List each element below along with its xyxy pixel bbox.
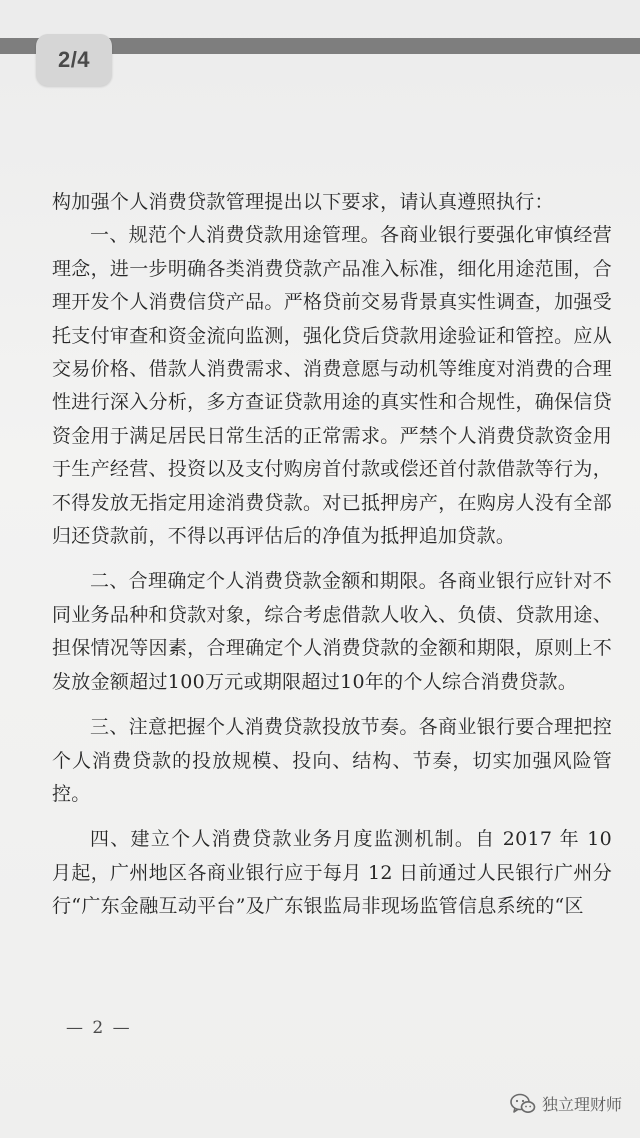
paragraph-section-2: 二、合理确定个人消费贷款金额和期限。各商业银行应针对不同业务品种和贷款对象，综合考虑借款人收入、负债、贷款用途、担保情况等因素，合理确定个人消费贷款的金额和期限，原则上不发放金额超过100万元或期限超过10年的个人综合消费贷款。 — [52, 570, 612, 693]
document-body — [52, 186, 612, 936]
page-indicator: 2/4 — [36, 34, 112, 86]
page-number: — 2 — — [66, 1018, 132, 1038]
paragraph-section-1: 一、规范个人消费贷款用途管理。各商业银行要强化审慎经营理念，进一步明确各类消费贷款产品准入标准，细化用途范围，合理开发个人消费信贷产品。严格贷前交易背景真实性调查，加强受托支付审查和资金流向监测，强化贷后贷款用途验证和管控。应从交易价格、借款人消费需求、消费意愿与动机等维度对消费的合理性进行深入分析，多方查证贷款用途的真实性和合规性，确保信贷资金用于满足居民日常生活的正常需求。严禁个人消费贷款资金用于生产经营、投资以及支付购房首付款或偿还首付款借款等行为，不得发放无指定用途消费贷款。对已抵押房产，在购房人没有全部归还贷款前，不得以再评估后的净值为抵押追加贷款。 — [52, 224, 612, 548]
wechat-icon — [510, 1093, 536, 1115]
wechat-watermark — [510, 1092, 622, 1115]
watermark-text: 独立理财师 — [541, 1095, 622, 1114]
paragraph-intro: 构加强个人消费贷款管理提出以下要求，请认真遵照执行： — [52, 191, 554, 213]
paragraph-section-3: 三、注意把握个人消费贷款投放节奏。各商业银行要合理把控个人消费贷款的投放规模、投向、结构、节奏，切实加强风险管控。 — [52, 716, 612, 805]
paragraph-section-4: 四、建立个人消费贷款业务月度监测机制。自 2017 年 10 月起，广州地区各商业银行应于每月 12 日前通过人民银行广州分行“广东金融互动平台”及广东银监局非现场监管信息系统的“区 — [52, 828, 612, 918]
